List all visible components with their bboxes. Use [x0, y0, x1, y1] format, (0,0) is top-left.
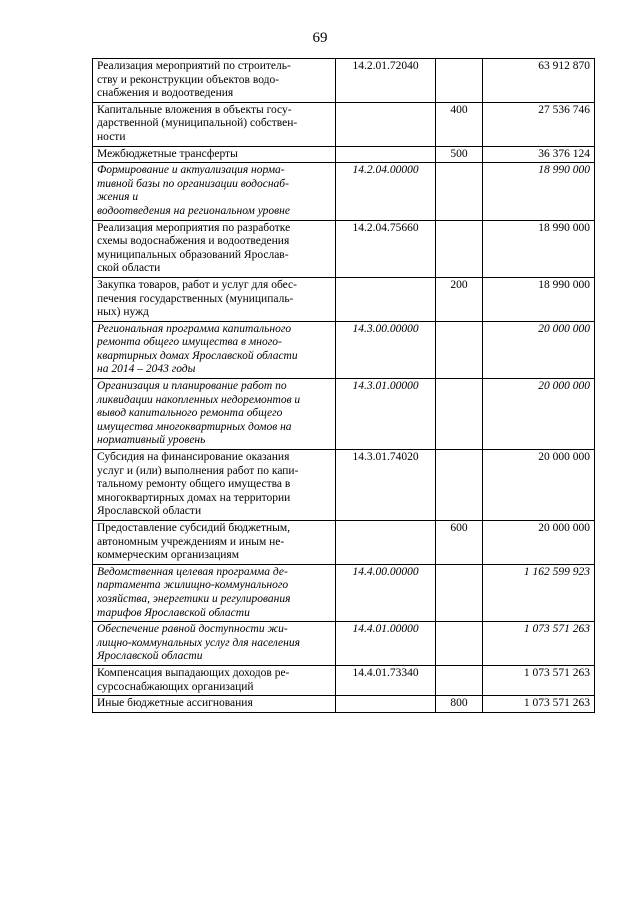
row-sum-cell: 20 000 000 — [483, 379, 595, 450]
row-name-cell: Закупка товаров, работ и услуг для обес- печения государственных (муниципаль- ных) нужд — [93, 277, 336, 321]
row-kind-cell — [436, 59, 483, 103]
budget-table — [92, 58, 595, 713]
row-sum-cell: 63 912 870 — [483, 59, 595, 103]
row-code-cell — [336, 102, 436, 146]
row-sum-cell: 18 990 000 — [483, 277, 595, 321]
row-kind-cell — [436, 564, 483, 621]
row-name-cell: Формирование и актуализация норма- тивной базы по организации водоснаб- жения и водоотведения на региональном уровне — [93, 163, 336, 220]
row-name-cell: Капитальные вложения в объекты госу- дарственной (муниципальной) собствен- ности — [93, 102, 336, 146]
table-row — [93, 277, 595, 321]
row-name-cell: Иные бюджетные ассигнования — [93, 696, 336, 713]
row-code-cell — [336, 521, 436, 565]
row-code-cell: 14.2.04.00000 — [336, 163, 436, 220]
row-sum-cell: 1 073 571 263 — [483, 622, 595, 666]
table-row — [93, 622, 595, 666]
row-code-cell: 14.4.01.73340 — [336, 665, 436, 695]
table-row — [93, 665, 595, 695]
row-name-cell: Региональная программа капитального ремонта общего имущества в много- квартирных домах Ярославской области на 2014 – 2043 годы — [93, 321, 336, 378]
row-name-cell: Ведомственная целевая программа де- партамента жилищно-коммунального хозяйства, энергетики и регулирования тарифов Ярославской области — [93, 564, 336, 621]
row-kind-cell: 800 — [436, 696, 483, 713]
row-code-cell: 14.3.01.00000 — [336, 379, 436, 450]
row-sum-cell: 18 990 000 — [483, 220, 595, 277]
budget-table-body — [93, 59, 595, 713]
row-kind-cell — [436, 450, 483, 521]
row-name-cell: Субсидия на финансирование оказания услуг и (или) выполнения работ по капи- тальному ремонту общего имущества в многоквартирных домах на территории Ярославской области — [93, 450, 336, 521]
row-name-cell: Межбюджетные трансферты — [93, 146, 336, 163]
table-row — [93, 379, 595, 450]
table-row — [93, 102, 595, 146]
row-kind-cell — [436, 163, 483, 220]
row-kind-cell — [436, 622, 483, 666]
row-sum-cell: 36 376 124 — [483, 146, 595, 163]
row-sum-cell: 1 162 599 923 — [483, 564, 595, 621]
row-name-cell: Предоставление субсидий бюджетным, автономным учреждениям и иным не- коммерческим организациям — [93, 521, 336, 565]
row-code-cell: 14.2.01.72040 — [336, 59, 436, 103]
row-code-cell — [336, 146, 436, 163]
table-row — [93, 521, 595, 565]
row-sum-cell: 18 990 000 — [483, 163, 595, 220]
row-name-cell: Реализация мероприятия по разработке схемы водоснабжения и водоотведения муниципальных образований Ярослав- ской области — [93, 220, 336, 277]
row-kind-cell — [436, 379, 483, 450]
row-code-cell — [336, 696, 436, 713]
page-number: 69 — [312, 30, 328, 46]
table-row — [93, 450, 595, 521]
row-kind-cell — [436, 220, 483, 277]
row-name-cell: Обеспечение равной доступности жи- лищно-коммунальных услуг для населения Ярославской области — [93, 622, 336, 666]
row-kind-cell — [436, 665, 483, 695]
row-kind-cell: 400 — [436, 102, 483, 146]
row-sum-cell: 1 073 571 263 — [483, 696, 595, 713]
row-name-cell: Организация и планирование работ по ликвидации накопленных недоремонтов и вывод капитального ремонта общего имущества многоквартирных домов на нормативный уровень — [93, 379, 336, 450]
row-code-cell: 14.4.00.00000 — [336, 564, 436, 621]
table-row — [93, 696, 595, 713]
table-row — [93, 146, 595, 163]
table-row — [93, 321, 595, 378]
table-row — [93, 59, 595, 103]
row-sum-cell: 20 000 000 — [483, 321, 595, 378]
row-sum-cell: 20 000 000 — [483, 450, 595, 521]
row-sum-cell: 20 000 000 — [483, 521, 595, 565]
row-kind-cell: 500 — [436, 146, 483, 163]
row-kind-cell: 200 — [436, 277, 483, 321]
table-row — [93, 220, 595, 277]
table-row — [93, 163, 595, 220]
row-name-cell: Реализация мероприятий по строитель- ству и реконструкции объектов водо- снабжения и водоотведения — [93, 59, 336, 103]
row-code-cell: 14.2.04.75660 — [336, 220, 436, 277]
table-row — [93, 564, 595, 621]
row-sum-cell: 27 536 746 — [483, 102, 595, 146]
row-code-cell: 14.3.00.00000 — [336, 321, 436, 378]
row-sum-cell: 1 073 571 263 — [483, 665, 595, 695]
row-code-cell: 14.4.01.00000 — [336, 622, 436, 666]
row-kind-cell: 600 — [436, 521, 483, 565]
row-code-cell: 14.3.01.74020 — [336, 450, 436, 521]
row-name-cell: Компенсация выпадающих доходов ре- сурсоснабжающих организаций — [93, 665, 336, 695]
row-kind-cell — [436, 321, 483, 378]
row-code-cell — [336, 277, 436, 321]
